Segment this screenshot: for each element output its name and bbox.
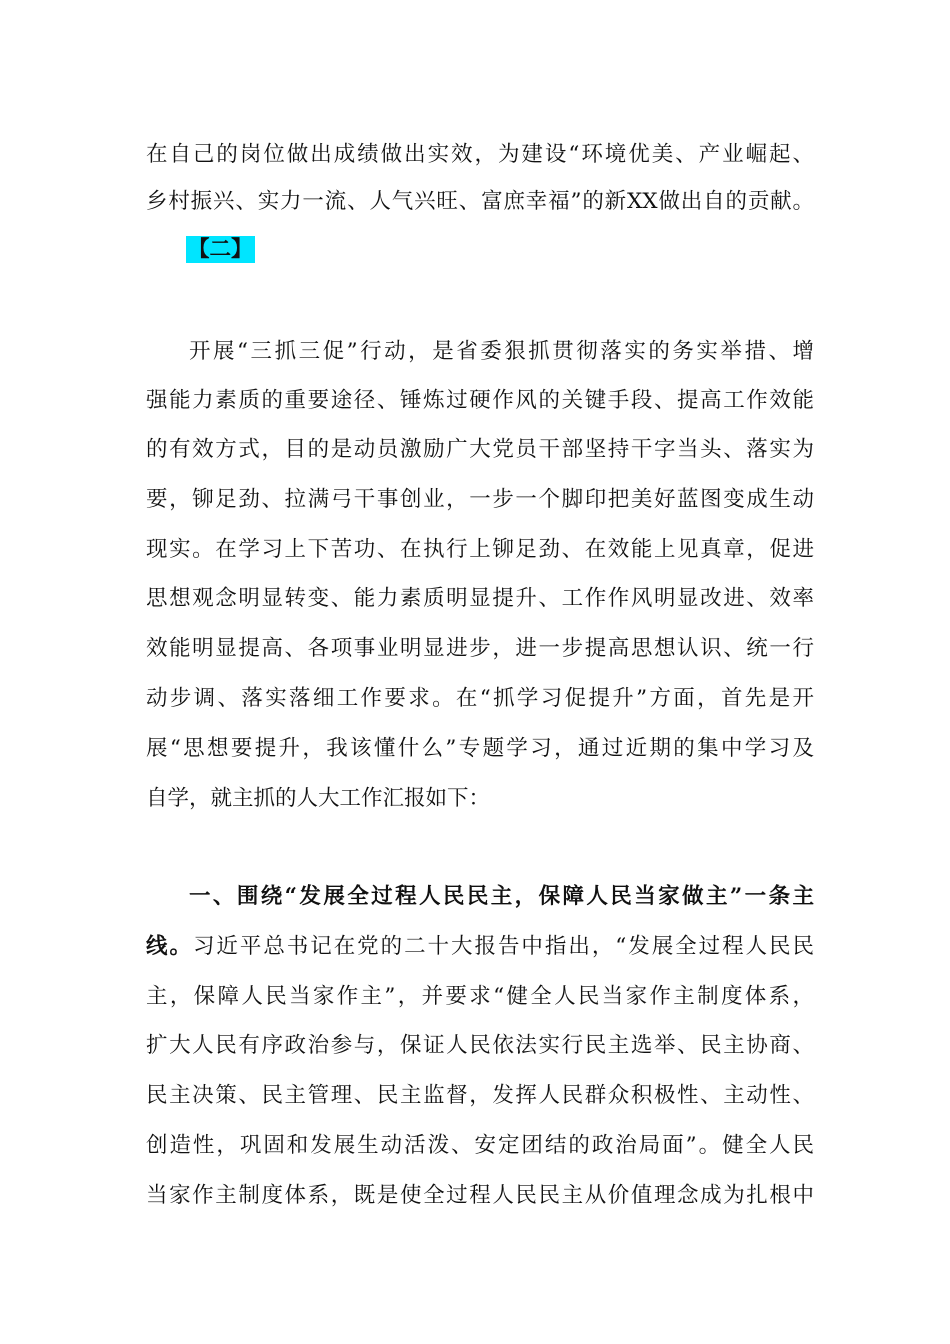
paragraph1-line-8: 动步调、落实落细工作要求。在“抓学习促提升”方面，首先是开 — [146, 686, 814, 711]
paragraph1-line-2: 强能力素质的重要途径、锤炼过硬作风的关键手段、提高工作效能 — [146, 388, 814, 413]
intro-line-1: 在自己的岗位做出成绩做出实效，为建设“环境优美、产业崛起、 — [146, 142, 814, 167]
paragraph2-line-1-text: 习近平总书记在党的二十大报告中指出，“发展全过程人民民 — [192, 934, 814, 959]
section-tag: 【二】 — [188, 237, 253, 262]
paragraph1-line-9: 展“思想要提升，我该懂什么”专题学习，通过近期的集中学习及 — [146, 736, 814, 761]
paragraph1-line-3: 的有效方式，目的是动员激励广大党员干部坚持干字当头、落实为 — [146, 437, 814, 462]
paragraph1-line-1: 开展“三抓三促”行动，是省委狠抓贯彻落实的务实举措、增 — [189, 339, 814, 364]
intro-line-2: 乡村振兴、实力一流、人气兴旺、富庶幸福”的新XX做出自的贡献。 — [146, 189, 814, 214]
paragraph2-line-1 — [146, 932, 814, 962]
paragraph1-line-6: 思想观念明显转变、能力素质明显提升、工作作风明显改进、效率 — [146, 586, 814, 611]
paragraph2-line-3: 扩大人民有序政治参与，保证人民依法实行民主选举、民主协商、 — [146, 1033, 814, 1058]
paragraph1-line-7: 效能明显提高、各项事业明显进步，进一步提高思想认识、统一行 — [146, 636, 814, 661]
paragraph2-line-2: 主，保障人民当家作主”，并要求“健全人民当家作主制度体系， — [146, 984, 814, 1009]
paragraph1-line-10: 自学，就主抓的人大工作汇报如下： — [146, 786, 491, 811]
paragraph2-line-6: 当家作主制度体系，既是使全过程人民民主从价值理念成为扎根中 — [146, 1183, 814, 1208]
paragraph2-heading-line-1: 一、围绕“发展全过程人民民主，保障人民当家做主”一条主 — [189, 884, 814, 909]
paragraph2-heading-end: 线。 — [146, 934, 193, 959]
paragraph1-line-4: 要，铆足劲、拉满弓干事创业，一步一个脚印把美好蓝图变成生动 — [146, 487, 814, 512]
paragraph2-line-5: 创造性，巩固和发展生动活泼、安定团结的政治局面”。健全人民 — [146, 1133, 814, 1158]
paragraph2-line-4: 民主决策、民主管理、民主监督，发挥人民群众积极性、主动性、 — [146, 1083, 814, 1108]
paragraph1-line-5: 现实。在学习上下苦功、在执行上铆足劲、在效能上见真章，促进 — [146, 537, 814, 562]
